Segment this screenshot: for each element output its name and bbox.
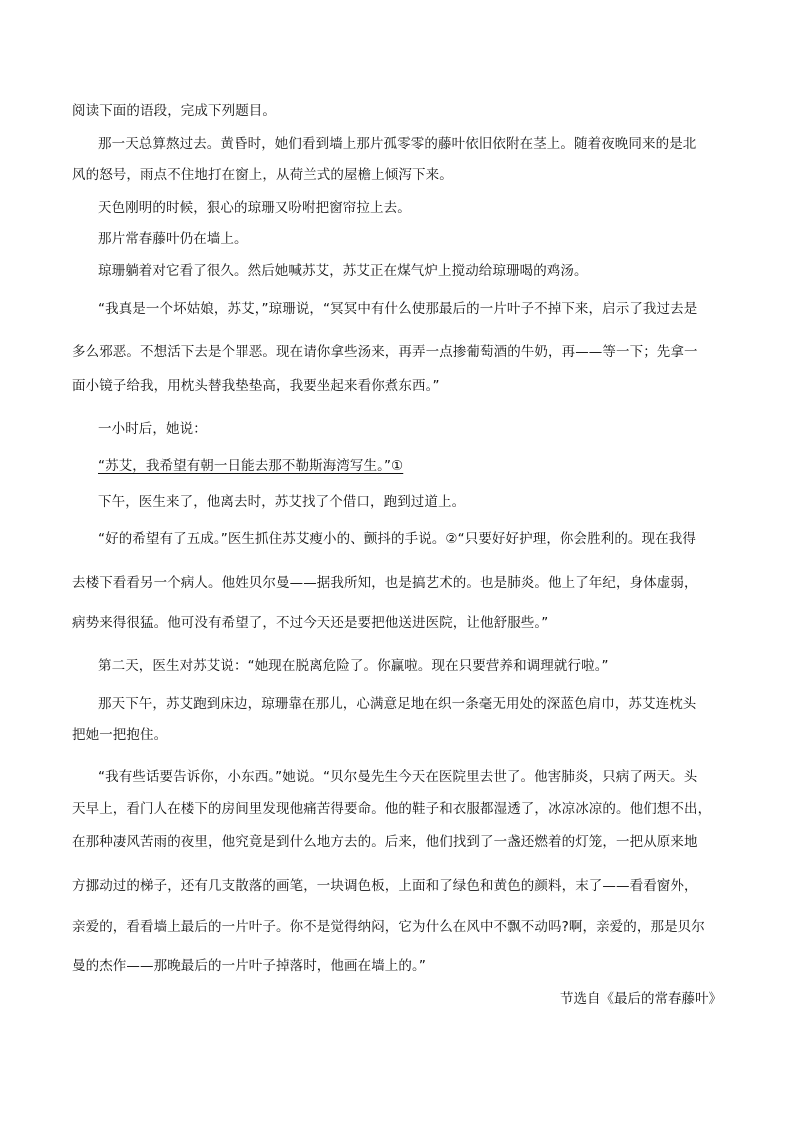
paragraph-line: 那片常春藤叶仍在墙上。 (98, 231, 248, 247)
paragraph-line: 亲爱的，看看墙上最后的一片叶子。你不是觉得纳闷，它为什么在风中不飘不动吗?啊，亲爱的，那是贝尔 (72, 919, 705, 935)
paragraph-line: 天色刚明的时候，狠心的琼珊又吩咐把窗帘拉上去。 (98, 200, 411, 216)
paragraph-line: 下午，医生来了，他离去时，苏艾找了个借口，跑到过道上。 (98, 494, 466, 510)
paragraph-line: 天早上，看门人在楼下的房间里发现他痛苦得要命。他的鞋子和衣服都湿透了，冰凉冰凉的。他们想不出， (72, 801, 712, 817)
paragraph-line: 病势来得很猛。他可没有希望了，不过今天还是要把他送进医院，让他舒服些。” (72, 615, 549, 631)
paragraph-line: “我真是一个坏姑娘，苏艾，”琼珊说，“冥冥中有什么使那最后的一片叶子不掉下来，启示了我过去是 (98, 301, 698, 317)
paragraph-line: “我有些话要告诉你，小东西。”她说。“贝尔曼先生今天在医院里去世了。他害肺炎，只病了两天。头 (98, 769, 698, 785)
paragraph-line: 去楼下看看另一个病人。他姓贝尔曼——据我所知，也是搞艺术的。也是肺炎。他上了年纪，身体虚弱， (72, 575, 698, 591)
paragraph-line: “好的希望有了五成。”医生抓住苏艾瘦小的、颤抖的手说。②“只要好好护理，你会胜利的。现在我得 (98, 531, 696, 547)
paragraph-line: 曼的杰作——那晚最后的一片叶子掉落时，他画在墙上的。” (72, 958, 426, 974)
paragraph-line: 琼珊躺着对它看了很久。然后她喊苏艾，苏艾正在煤气炉上搅动给琼珊喝的鸡汤。 (98, 263, 588, 279)
source-citation: 节选自《最后的常春藤叶》 (560, 991, 722, 1007)
paragraph-line: 把她一把抱住。 (72, 727, 168, 743)
paragraph-line: 多么邪恶。不想活下去是个罪恶。现在请你拿些汤来，再弄一点掺葡萄酒的牛奶，再——等一下；先拿一 (72, 344, 698, 360)
paragraph-line: 在那种凄风苦雨的夜里，他究竟是到什么地方去的。后来，他们找到了一盏还燃着的灯笼，一把从原来地 (72, 834, 698, 850)
underlined-sentence-1: “苏艾，我希望有朝一日能去那不勒斯海湾写生。”① (98, 458, 404, 474)
paragraph-line: 面小镜子给我，用枕头替我垫垫高，我要坐起来看你煮东西。” (72, 378, 440, 394)
paragraph-line: 方挪动过的梯子，还有几支散落的画笔，一块调色板，上面和了绿色和黄色的颜料，末了——看看窗外， (72, 878, 698, 894)
paragraph-line: 一小时后，她说： (98, 421, 207, 437)
paragraph-line: 那一天总算熬过去。黄昏时，她们看到墙上那片孤零零的藤叶依旧依附在茎上。随着夜晚同来的是北 (98, 136, 697, 152)
paragraph-line: 第二天，医生对苏艾说：“她现在脱离危险了。你赢啦。现在只要营养和调理就行啦。” (98, 658, 609, 674)
paragraph-line: 风的怒号，雨点不住地打在窗上，从荷兰式的屋檐上倾泻下来。 (72, 167, 453, 183)
paragraph-line: 那天下午，苏艾跑到床边，琼珊靠在那儿，心满意足地在织一条毫无用处的深蓝色肩巾，苏艾连枕头 (98, 696, 697, 712)
intro-instruction: 阅读下面的语段，完成下列题目。 (72, 103, 276, 119)
